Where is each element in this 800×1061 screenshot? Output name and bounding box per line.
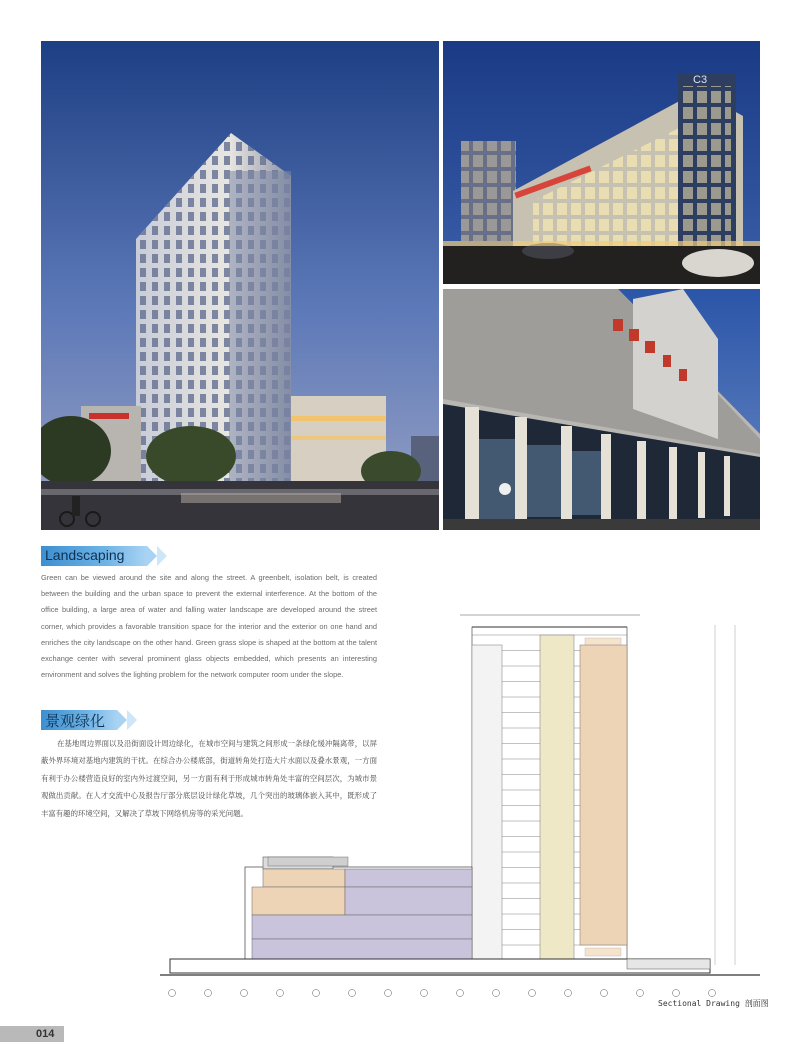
- tower-photo: [41, 41, 439, 530]
- landscaping-cn-heading: 景观绿化: [45, 713, 106, 730]
- night-building-photo: [443, 41, 760, 284]
- building-sign: C3: [693, 74, 708, 86]
- night-building-photo-image: [443, 41, 760, 284]
- tower-photo-image: [41, 41, 439, 530]
- landscaping-paragraph: Green can be viewed around the site and along the street. A greenbelt, isolation belt, is created between the building and the urban space to prevent the external interference. At the bottom of the office building, a large area of water and falling water landscape are developed around the street corner, which provides a favorable transition space for the interior and the exterior on one hand and enriches the city landscape on the other hand. Green grass slope is shaped at the bottom at the talent exchange center with several prominent glass objects embedded, which presents an interesting environment and solves the lighting problem for the network computer room under the slope.: [41, 573, 377, 680]
- facade-photo-image: [443, 289, 760, 530]
- sectional-drawing: [160, 605, 760, 1010]
- sectional-drawing-caption: Sectional Drawing 剖面图: [658, 999, 769, 1008]
- facade-photo: [443, 289, 760, 530]
- sectional-drawing-image: [160, 605, 760, 1010]
- page-number-tab: [0, 1026, 64, 1042]
- landscaping-cn-paragraph: 在基地周边界面以及沿街面设计周边绿化，在城市空间与建筑之间形成一条绿化缓冲隔离带，以屏蔽外界环境对基地内建筑的干扰。在综合办公楼底部，街道转角处打造大片水面以及叠水景观，一方面有利于办公楼营造良好的室内外过渡空间，另一方面有利于形成城市转角处丰富的空间层次，为城市景观做出贡献。在人才交流中心及报告厅部分底层设计绿化草坡，几个突出的玻璃体嵌入其中，既形成了丰富有趣的环境空间，又解决了草坡下网络机房等的采光问题。: [41, 739, 377, 818]
- page-number: 014: [36, 1028, 55, 1040]
- landscaping-heading: Landscaping: [45, 547, 125, 563]
